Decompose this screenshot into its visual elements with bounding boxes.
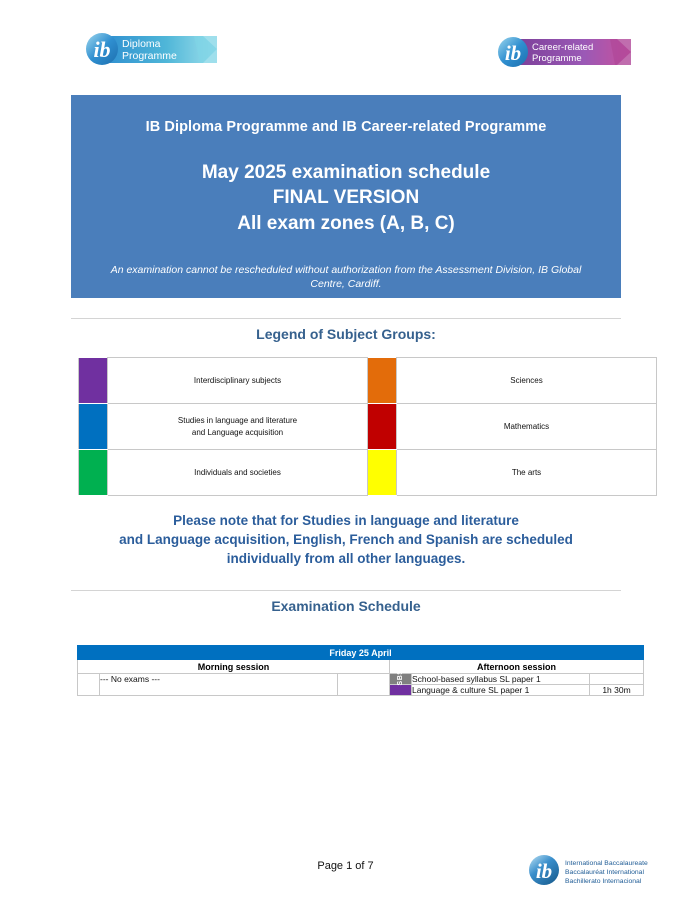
logo-row (0, 0, 691, 80)
banner-disclaimer: An examination cannot be rescheduled without authorization from the Assessment Division, IB Global Centre, Cardiff. (110, 263, 582, 290)
afternoon-exam-text-2: Language & culture SL paper 1 (412, 685, 590, 696)
legend-table (78, 357, 657, 496)
banner-title (99, 160, 593, 236)
career-logo-line1: Career-related (532, 42, 594, 53)
schedule-date: Friday 25 April (78, 646, 644, 660)
legend-label-sciences: Sciences (397, 358, 657, 404)
legend-label-language: Studies in language and literature and Language acquisition (108, 404, 368, 450)
header-banner (71, 95, 621, 298)
schedule-body-row (78, 674, 644, 685)
svg-text:ib: ib (93, 37, 111, 62)
ib-career-related-programme-logo (494, 34, 631, 70)
banner-title-line2: FINAL VERSION (272, 187, 420, 209)
banner-programmes-line: IB Diploma Programme and IB Career-related Programme (145, 119, 547, 135)
schedule-session-header-row (78, 660, 644, 674)
legend-label-arts: The arts (397, 450, 657, 496)
legend-heading: Legend of Subject Groups: (256, 326, 436, 342)
schedule-date-row (78, 646, 644, 660)
afternoon-duration-2: 1h 30m (590, 685, 644, 696)
banner-title-line1: May 2025 examination schedule (201, 162, 491, 183)
legend-label-individuals: Individuals and societies (108, 450, 368, 496)
afternoon-sbs-badge-cell (390, 669, 412, 686)
language-scheduling-note (71, 511, 621, 568)
note-line2: and Language acquisition, English, French and Spanish are scheduled (119, 532, 573, 548)
legend-swatch-language (79, 404, 108, 450)
examination-schedule-heading: Examination Schedule (271, 598, 421, 614)
legend-label-mathematics: Mathematics (397, 404, 657, 450)
afternoon-session-header: Afternoon session (390, 660, 644, 674)
footer-logo-line2: Baccalauréat International (565, 869, 644, 876)
legend-row (79, 358, 657, 404)
banner-title-line3: All exam zones (A, B, C) (237, 212, 455, 234)
morning-color-swatch (78, 674, 100, 696)
note-line3: individually from all other languages. (226, 551, 466, 567)
ib-diploma-programme-logo (82, 30, 217, 68)
legend-row (79, 450, 657, 496)
divider-above-schedule (71, 590, 621, 591)
diploma-logo-line1: Diploma (122, 38, 161, 50)
legend-swatch-interdisciplinary (79, 358, 108, 404)
footer-logo-line3: Bachillerato Internacional (565, 878, 642, 885)
career-logo-line2: Programme (532, 53, 582, 64)
sbs-badge-label: SBS (397, 669, 404, 686)
legend-label-interdisciplinary: Interdisciplinary subjects (108, 358, 368, 404)
diploma-logo-line2: Programme (122, 50, 177, 62)
legend-swatch-mathematics (368, 404, 397, 450)
morning-duration (338, 674, 390, 696)
divider-above-legend (71, 318, 621, 319)
ib-footer-logo (527, 850, 657, 890)
footer-logo-line1: International Baccalaureate (565, 860, 648, 867)
note-line1: Please note that for Studies in language and literature (173, 513, 519, 528)
legend-swatch-individuals (79, 450, 108, 496)
legend-swatch-arts (368, 450, 397, 496)
afternoon-exam-text-1: School-based syllabus SL paper 1 (412, 674, 590, 685)
morning-exam-text: --- No exams --- (100, 674, 338, 696)
morning-session-header: Morning session (78, 660, 390, 674)
examination-schedule-table (77, 645, 644, 696)
legend-row (79, 404, 657, 450)
afternoon-duration-1 (590, 674, 644, 685)
svg-text:ib: ib (504, 41, 522, 65)
legend-swatch-sciences (368, 358, 397, 404)
svg-text:ib: ib (535, 859, 553, 883)
page-number: Page 1 of 7 (317, 860, 374, 872)
